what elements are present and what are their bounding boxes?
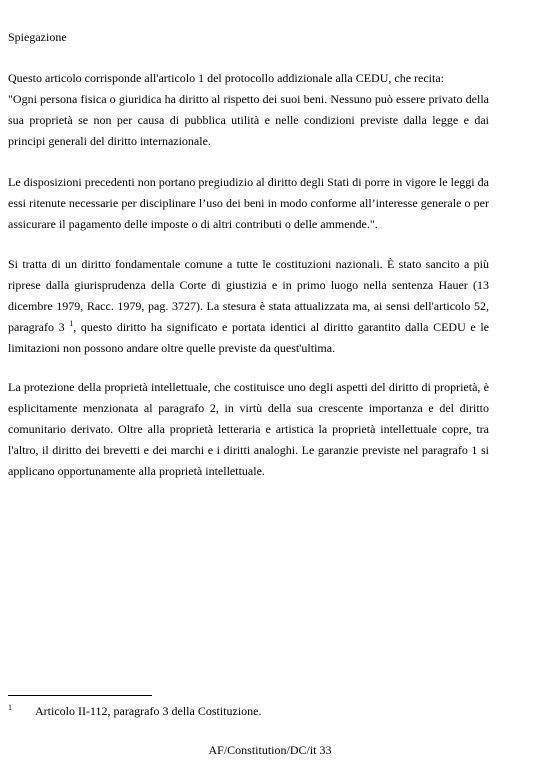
paragraph-text-after-ref: , questo diritto ha significato e portata identici al diritto garantito dalla CEDU e le limitazioni non possono andare oltre quelle previste da quest'ultima. (8, 319, 490, 355)
paragraph-intro: Questo articolo corrisponde all'articolo 1 del protocollo addizionale alla CEDU, che recita: (8, 71, 445, 85)
footnote-reference[interactable]: 1 (69, 318, 74, 328)
paragraph-provisions-text: Le disposizioni precedenti non portano pregiudizio al diritto degli Stati di porre in vigore le leggi da essi ritenute necessarie per disciplinare l’uso dei beni in modo conforme all’interesse generale o per assicurare il pagamento delle imposte o di altri contributi o delle ammende.". (8, 175, 489, 231)
paragraph-protocol (8, 68, 489, 152)
paragraph-fundamental-right-text (8, 254, 489, 359)
footnote-text: Articolo II-112, paragrafo 3 della Costituzione. (35, 704, 262, 718)
paragraph-fundamental-right (8, 254, 489, 359)
paragraph-text-before-ref: Si tratta di un diritto fondamentale comune a tutte le costituzioni nazionali. È stato sancito a più riprese dalla giurisprudenza della Corte di giustizia e in primo luogo nella sentenza Hauer (13 dicembre 1979, Racc. 1979, pag. 3727). La stesura è stata attualizzata ma, ai sensi dell'articolo 52, paragrafo 3 (8, 257, 489, 334)
paragraph-provisions (8, 172, 489, 235)
paragraph-intellectual-property (8, 377, 489, 482)
footnote-number: 1 (8, 703, 12, 712)
page-footer-reference: AF/Constitution/DC/it 33 (208, 743, 332, 757)
section-heading: Spiegazione (8, 30, 67, 44)
paragraph-quote: "Ogni persona fisica o giuridica ha diritto al rispetto dei suoi beni. Nessuno può essere privato della sua proprietà se non per causa di pubblica utilità e nelle condizioni previste dalla legge e dai principi generali del diritto internazionale. (8, 91, 489, 148)
paragraph-intellectual-property-text: La protezione della proprietà intellettuale, che costituisce uno degli aspetti del diritto di proprietà, è esplicitamente menzionata al paragrafo 2, in virtù della sua crescente importanza e del diritto comunitario derivato. Oltre alla proprietà letteraria e artistica la proprietà intellettuale copre, tra l'altro, il diritto dei brevetti e dei marchi e i diritti analoghi. Le garanzie previste nel paragrafo 1 si applicano opportunamente alla proprietà intellettuale. (8, 380, 489, 478)
footnote-separator (8, 695, 152, 696)
